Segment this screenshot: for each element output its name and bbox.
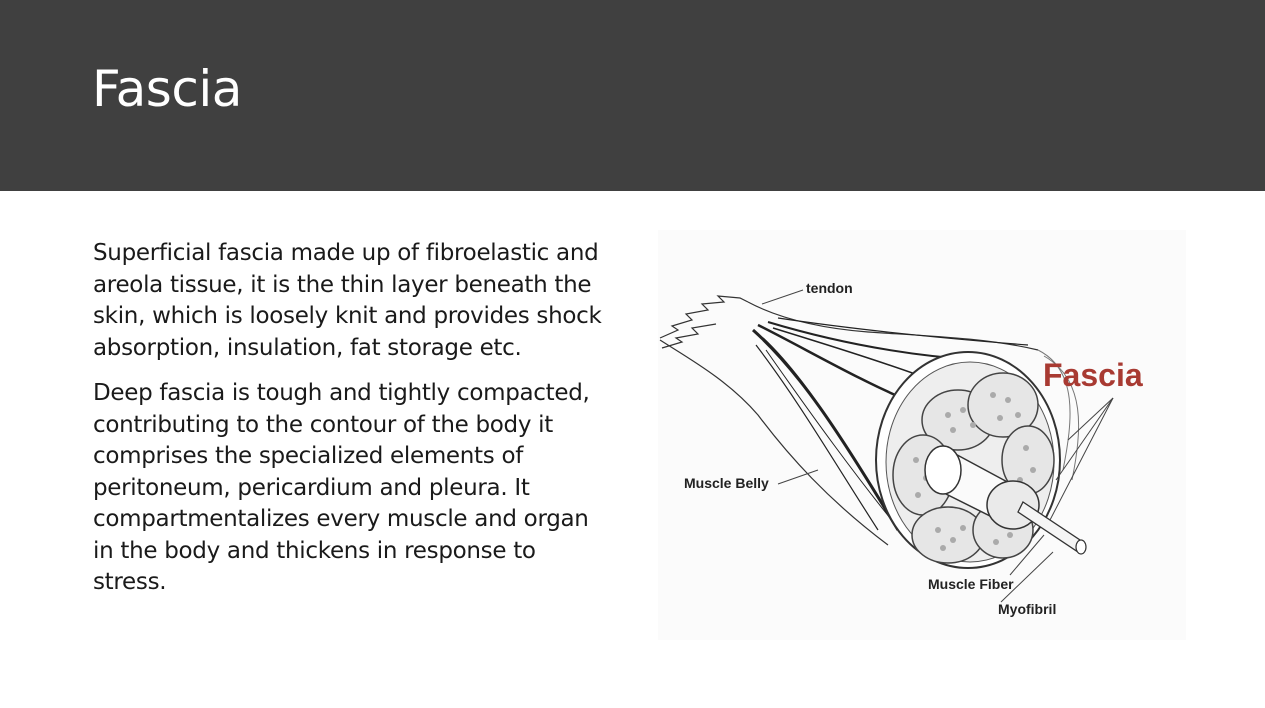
- myofibril-label: Myofibril: [998, 601, 1057, 617]
- muscle-illustration: [658, 230, 1186, 640]
- paragraph-deep-fascia: Deep fascia is tough and tightly compacted, contributing to the contour of the body it comprises the specialized elements of peritoneum, pericardium and pleura. It compartmentalizes every muscle and organ in the body and thickens in response to stress.: [93, 380, 590, 595]
- paragraph-superficial-fascia: Superficial fascia made up of fibroelastic and areola tissue, it is the thin layer beneath the skin, which is loosely knit and provides shock absorption, insulation, fat storage etc.: [93, 240, 602, 361]
- title-bar: [0, 0, 1265, 191]
- muscle-anatomy-diagram: [658, 230, 1186, 640]
- muscle-fiber-label: Muscle Fiber: [928, 576, 1014, 592]
- fascia-label: Fascia: [1043, 357, 1143, 393]
- muscle-belly-label: Muscle Belly: [684, 475, 769, 491]
- tendon-label: tendon: [806, 280, 853, 296]
- slide-title: Fascia: [92, 60, 242, 118]
- body-text: [93, 238, 613, 613]
